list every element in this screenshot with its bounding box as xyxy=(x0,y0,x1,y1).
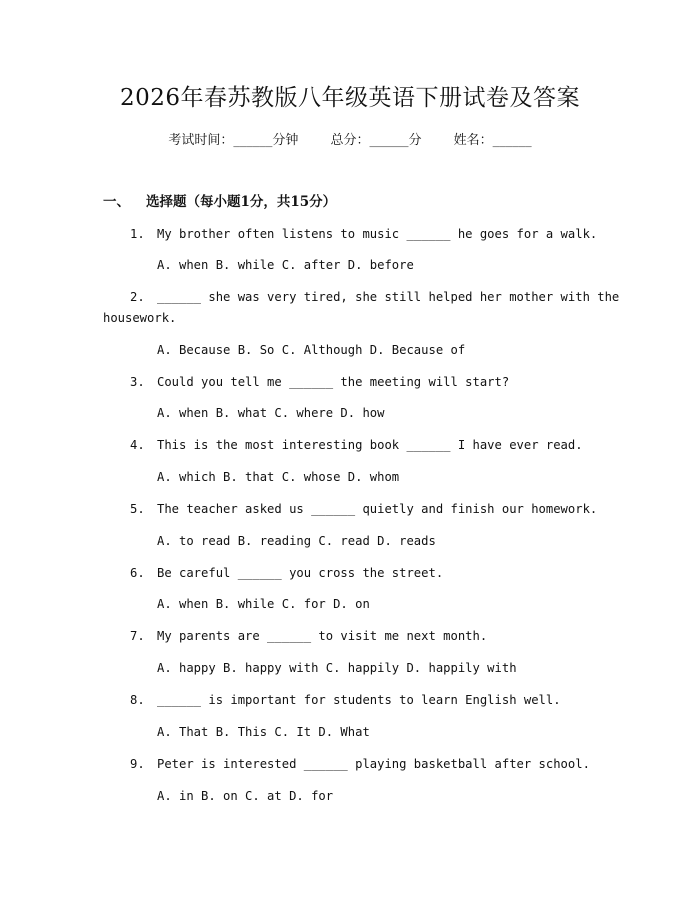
question-number: 9. xyxy=(130,757,145,771)
question-9-options: A. in B. on C. at D. for xyxy=(157,789,334,803)
exam-title: 2026年春苏教版八年级英语下册试卷及答案 xyxy=(119,85,581,111)
question-number: 2. xyxy=(130,290,145,304)
question-text: The teacher asked us ______ quietly and finish our homework. xyxy=(157,502,598,516)
question-number: 7. xyxy=(130,629,145,643)
question-text: This is the most interesting book ______ I have ever read. xyxy=(157,438,583,452)
exam-name: 姓名：______ xyxy=(453,133,532,148)
question-text: ______ she was very tired, she still helped her mother with the xyxy=(157,290,620,304)
question-6-options: A. when B. while C. for D. on xyxy=(157,597,370,611)
question-2-options: A. Because B. So C. Although D. Because of xyxy=(157,343,466,357)
question-3-options: A. when B. what C. where D. how xyxy=(157,406,385,420)
question-number: 1. xyxy=(130,227,145,241)
question-number: 6. xyxy=(130,566,145,580)
question-number: 4. xyxy=(130,438,145,452)
question-5-options: A. to read B. reading C. read D. reads xyxy=(157,534,436,548)
section-title: 选择题（每小题1分，共15分） xyxy=(146,194,337,210)
question-text: My brother often listens to music ______ he goes for a walk. xyxy=(157,227,598,241)
question-text: Could you tell me ______ the meeting will start? xyxy=(157,375,510,389)
question-text: Peter is interested ______ playing basketball after school. xyxy=(157,757,590,771)
question-number: 8. xyxy=(130,693,145,707)
question-8-options: A. That B. This C. It D. What xyxy=(157,725,370,739)
exam-time: 考试时间：______分钟 xyxy=(168,133,299,148)
question-number: 5. xyxy=(130,502,145,516)
question-number: 3. xyxy=(130,375,145,389)
question-text: Be careful ______ you cross the street. xyxy=(157,566,444,580)
question-7-options: A. happy B. happy with C. happily D. happily with xyxy=(157,661,517,675)
question-4-options: A. which B. that C. whose D. whom xyxy=(157,470,400,484)
exam-meta xyxy=(0,131,700,151)
question-2-continuation: housework. xyxy=(103,311,177,325)
section-heading xyxy=(103,192,336,212)
question-text: My parents are ______ to visit me next month. xyxy=(157,629,488,643)
question-1-options: A. when B. while C. after D. before xyxy=(157,258,414,272)
question-text: ______ is important for students to learn English well. xyxy=(157,693,561,707)
section-number: 一、 xyxy=(103,194,130,210)
exam-score: 总分：______分 xyxy=(330,133,422,148)
